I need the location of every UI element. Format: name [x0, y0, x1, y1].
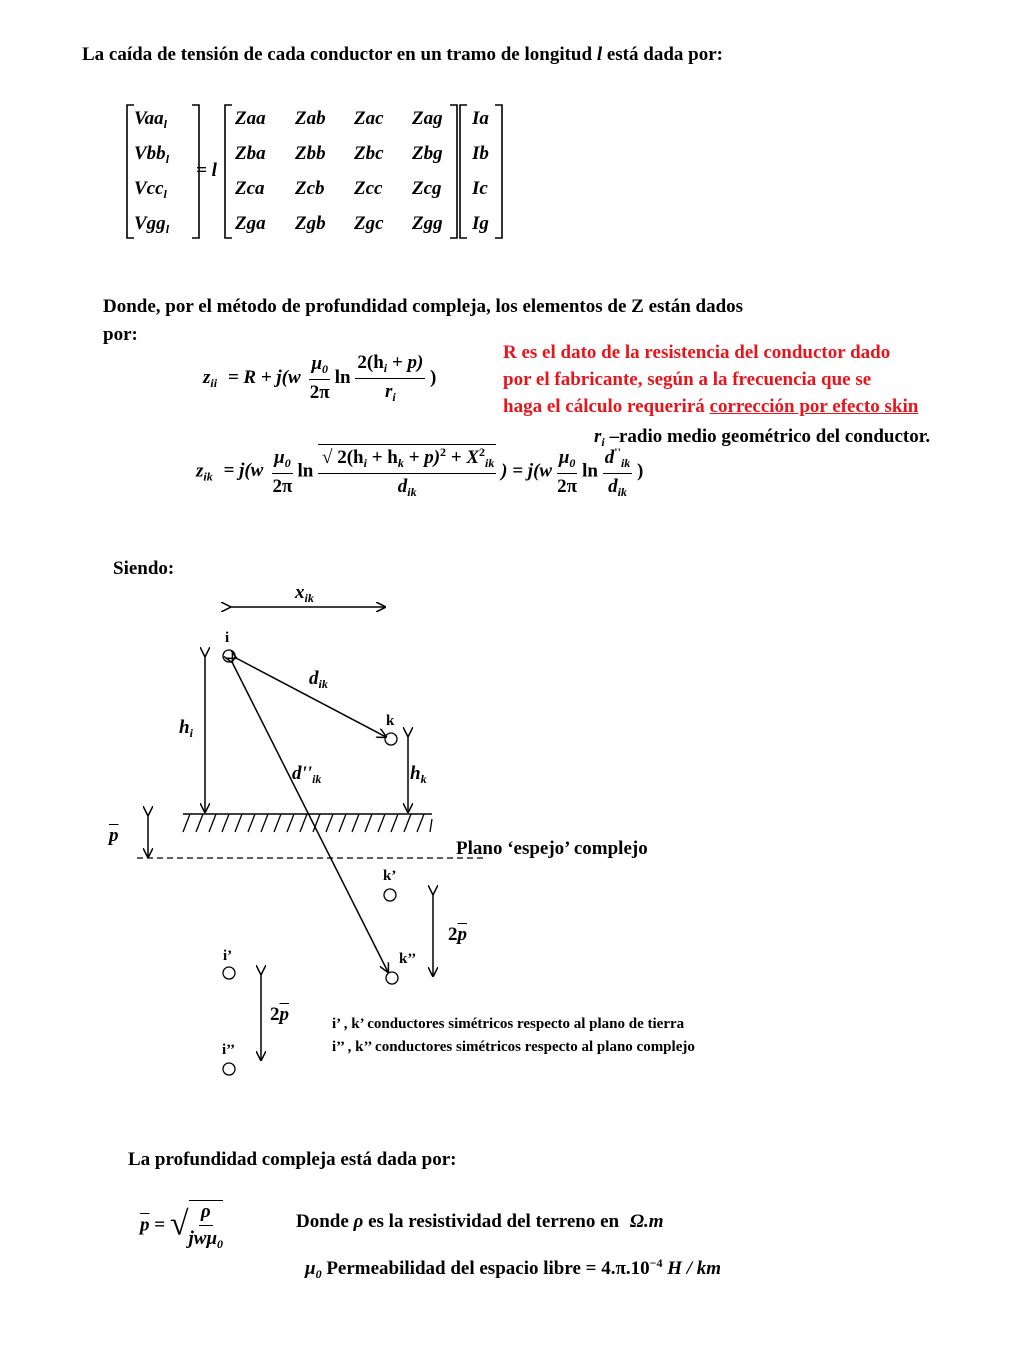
equals-l: = l	[196, 160, 217, 181]
intro-line	[82, 44, 723, 66]
intro-end: está dada por:	[606, 44, 723, 65]
depth-formula: $\overline{p}$ = √ $\frac{\rho}{jw\mu_0}$	[140, 1201, 224, 1251]
plane-label: Plano ‘espejo’ complejo	[456, 838, 648, 859]
v-aa: Vaa$_l$	[134, 108, 167, 131]
current-vector	[472, 108, 489, 248]
geometry-diagram	[0, 570, 1024, 1090]
i-b: Ib	[472, 143, 489, 164]
z-row-4: Zga Zgb Zgc Zgg	[235, 213, 443, 234]
d2-ik-label: $d''_{ik}$	[292, 763, 322, 786]
conductor-i	[223, 650, 235, 662]
mu-line: $\mu_0$ Permeabilidad del espacio libre = $4.\pi.10^{-4}$ H / km	[305, 1256, 722, 1281]
z-row-1: Zaa Zab Zac Zag	[235, 108, 443, 129]
h-k-label: $h_k$	[410, 763, 427, 786]
point-i1-label: i’	[223, 948, 233, 964]
intro-text: La caída de tensión de cada conductor en un tramo de longitud	[82, 44, 593, 65]
siendo-label: Siendo:	[113, 558, 175, 579]
point-k-label: k	[386, 713, 395, 729]
conductor-i-prime	[223, 967, 235, 979]
v-bb: Vbb$_l$	[134, 143, 170, 166]
note-line2: i’’ , k’’ conductores simétricos respecto al plano complejo	[332, 1039, 695, 1055]
formula-zii: $z_{ii} = R + j(w$ $\frac{\mu_0}{2\pi}$ ln $\frac{2(h_i + p)}{r_i}$ )	[203, 352, 437, 404]
red-note-line2: por el fabricante, según a la frecuencia que se	[503, 369, 872, 390]
point-k2-label: k’’	[399, 951, 417, 967]
point-i-label: i	[225, 630, 230, 646]
point-k1-label: k’	[383, 868, 397, 884]
method-text-line2: por:	[103, 324, 138, 345]
method-text-line1: Donde, por el método de profundidad compleja, los elementos de Z están dados	[103, 296, 744, 317]
conductor-i-dprime	[223, 1063, 235, 1075]
red-note-line3: haga el cálculo requerirá corrección por efecto skin	[503, 396, 919, 417]
d-ik-label: $d_{ik}$	[309, 668, 328, 691]
d2-ik-arrow	[232, 662, 388, 972]
formula-zik: $z_{ik} = j(w$ $\frac{\mu_0}{2\pi}$ ln $\frac{√ 2(h_i + h_k + p)^2 + X^2_{ik}}{d_{ik}}$ ) = j(w $\frac{\mu_0}{2\pi}$ ln $\frac{d''_{ik}}{d_{ik}}$ )	[196, 444, 644, 499]
conductor-k	[385, 733, 397, 745]
ri-note: $r_i$ –radio medio geométrico del conductor.	[594, 426, 931, 449]
v-gg: Vgg$_l$	[134, 213, 170, 236]
intro-l: l	[596, 44, 603, 65]
donde-rho-line: Donde ρ es la resistividad del terreno en Ω.m	[296, 1211, 664, 1232]
p-label: $\overline{p}$	[109, 825, 119, 846]
ground-hatching	[183, 814, 432, 832]
i-c: Ic	[472, 178, 488, 199]
note-line1: i’ , k’ conductores simétricos respecto al plano de tierra	[332, 1016, 685, 1032]
i-a: Ia	[472, 108, 489, 129]
z-matrix	[235, 108, 457, 248]
z-row-3: Zca Zcb Zcc Zcg	[235, 178, 442, 199]
two-p-label-i: $2\overline{p}$	[270, 1004, 289, 1025]
two-p-label-k: $2\overline{p}$	[448, 924, 467, 945]
i-g: Ig	[472, 213, 489, 234]
z-row-2: Zba Zbb Zbc Zbg	[235, 143, 443, 164]
point-i2-label: i’’	[222, 1042, 236, 1058]
depth-title: La profundidad compleja está dada por:	[128, 1149, 457, 1170]
conductor-k-dprime	[386, 972, 398, 984]
conductor-k-prime	[384, 889, 396, 901]
h-i-label: $h_i$	[179, 717, 193, 740]
x-ik-label: $x_{ik}$	[295, 582, 314, 605]
red-note-line1: R es el dato de la resistencia del conductor dado	[503, 342, 891, 363]
voltage-vector	[134, 108, 194, 248]
v-cc: Vcc$_l$	[134, 178, 167, 201]
